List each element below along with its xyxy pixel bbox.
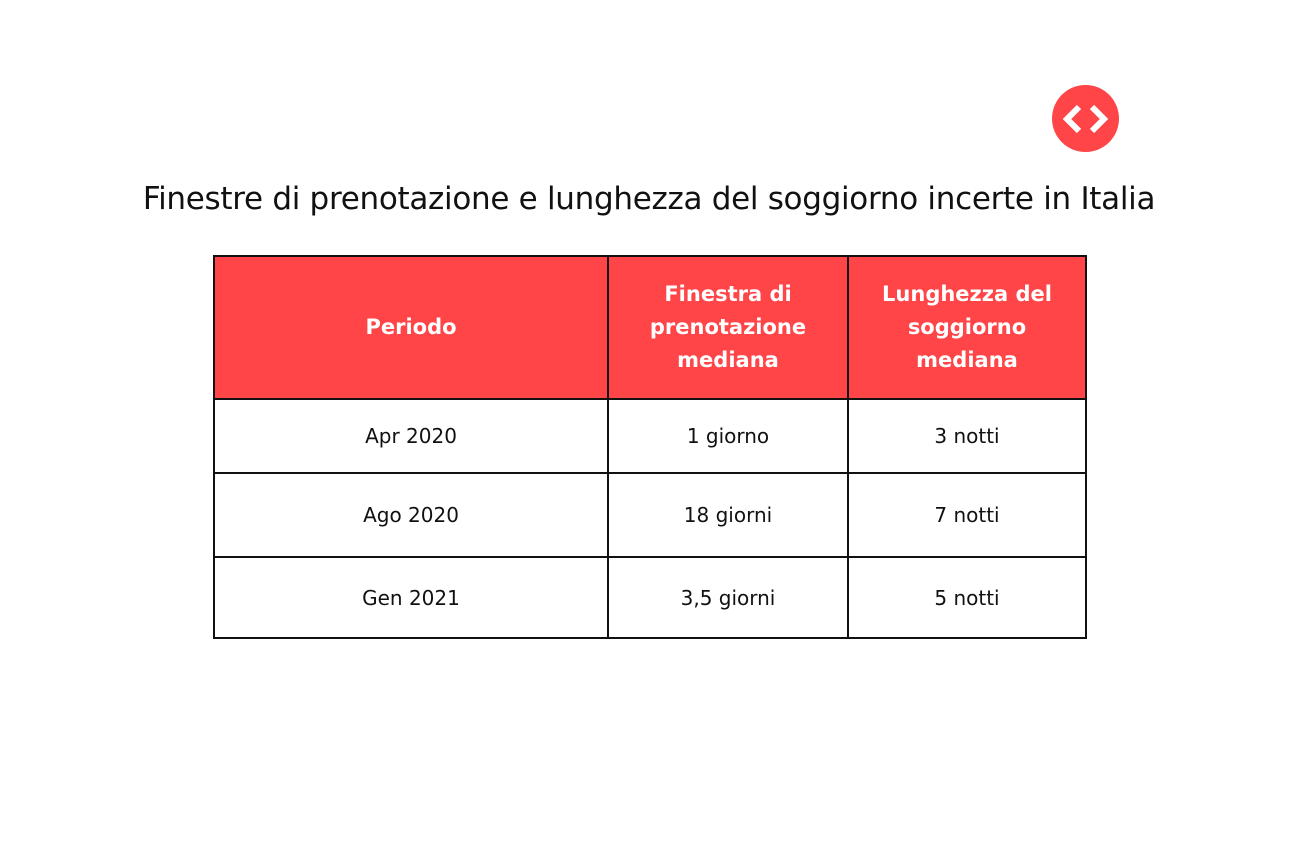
column-header xyxy=(848,256,1086,399)
table-row xyxy=(214,473,1086,557)
column-header-label: Periodo xyxy=(365,315,457,339)
brand-logo xyxy=(1052,85,1119,152)
page-title: Finestre di prenotazione e lunghezza del soggiorno incerte in Italia xyxy=(142,181,1156,217)
table-row xyxy=(214,399,1086,473)
table-cell: Ago 2020 xyxy=(214,473,608,557)
column-header xyxy=(214,256,608,399)
table-cell: Gen 2021 xyxy=(214,557,608,638)
column-header xyxy=(608,256,848,399)
table-cell: 7 notti xyxy=(848,473,1086,557)
column-header-label: Finestra di prenotazione mediana xyxy=(649,282,807,372)
table-cell: 3 notti xyxy=(848,399,1086,473)
table-cell: 1 giorno xyxy=(608,399,848,473)
table-cell: 5 notti xyxy=(848,557,1086,638)
data-table xyxy=(213,255,1087,639)
table-cell: 18 giorni xyxy=(608,473,848,557)
column-header-label: Lunghezza del soggiorno mediana xyxy=(882,282,1052,372)
table-header-row xyxy=(214,256,1086,399)
table-cell: Apr 2020 xyxy=(214,399,608,473)
table-row xyxy=(214,557,1086,638)
chevron-left-right-icon xyxy=(1052,85,1119,152)
table-cell: 3,5 giorni xyxy=(608,557,848,638)
